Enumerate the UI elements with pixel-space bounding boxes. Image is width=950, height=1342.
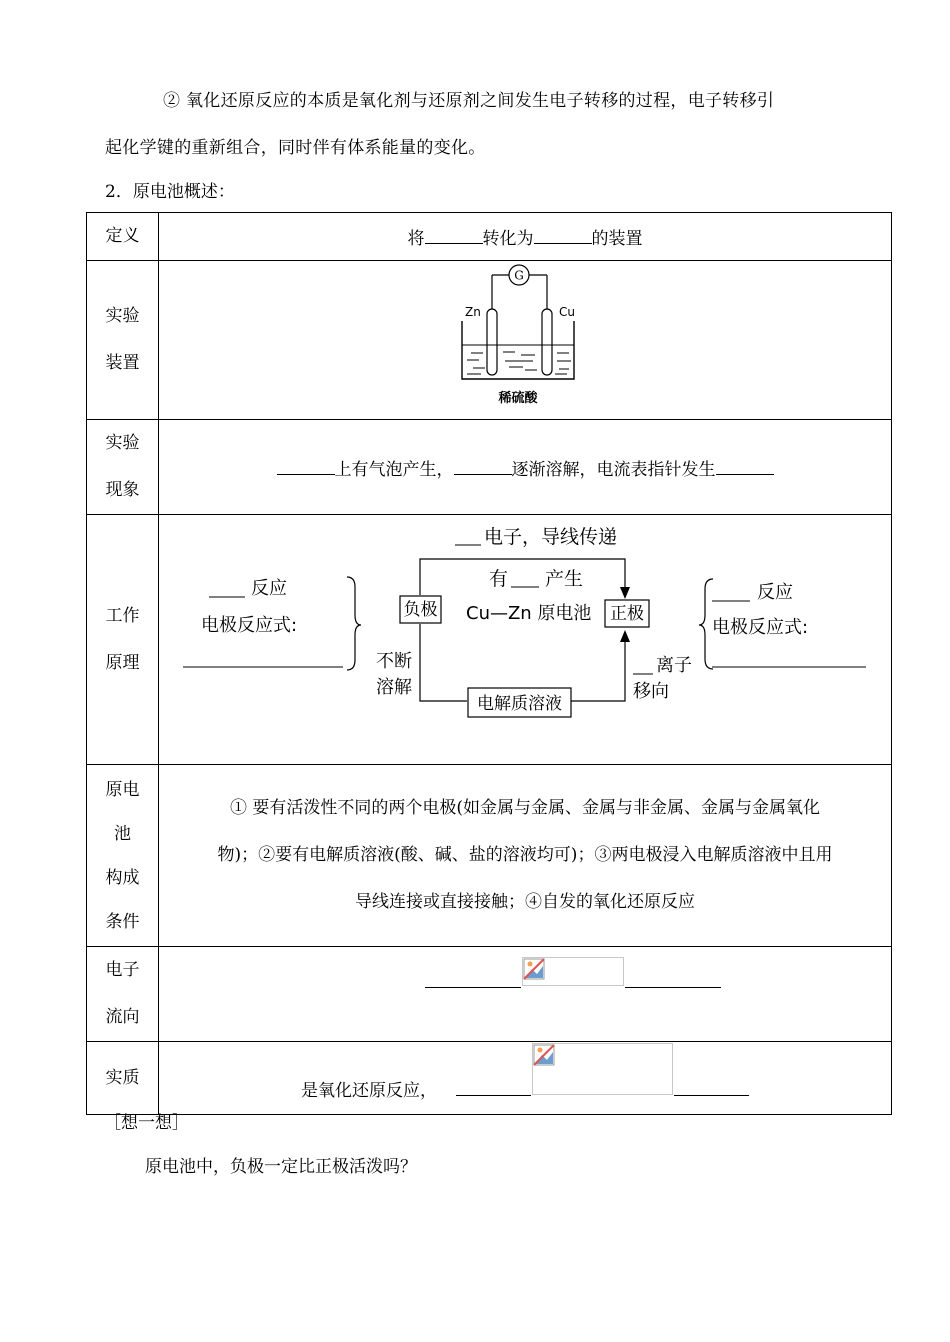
right-brace-icon — [699, 579, 713, 669]
row-apparatus — [87, 261, 892, 420]
think-heading: ［想一想］ — [104, 1113, 189, 1133]
dissolve-label-2: 溶解 — [376, 677, 412, 698]
essence-content — [159, 1042, 892, 1115]
label-electron-flow: 电子 流向 — [87, 947, 159, 1042]
blank — [454, 474, 512, 475]
label-apparatus: 实验 装置 — [87, 261, 159, 420]
ion-label-1: 离子 — [656, 655, 692, 676]
blank — [625, 987, 721, 988]
row-essence — [87, 1042, 892, 1115]
apparatus-content — [159, 261, 892, 420]
phenomenon-content: 上有气泡产生， 逐渐溶解，电流表指针发生 — [159, 420, 892, 515]
row-conditions — [87, 765, 892, 947]
you-label: 有 — [489, 568, 509, 590]
blank — [674, 1095, 749, 1096]
cu-label: Cu — [559, 305, 575, 319]
right-reaction-label: 反应 — [757, 582, 793, 603]
row-phenomenon — [87, 420, 892, 515]
battery-label: Cu—Zn 原电池 — [466, 603, 592, 624]
label-phenomenon: 实验 现象 — [87, 420, 159, 515]
positive-electrode-label: 正极 — [610, 604, 644, 624]
cu-electrode — [542, 309, 552, 375]
apparatus-diagram — [459, 261, 589, 416]
image-placeholder — [532, 1043, 673, 1095]
battery-overview-table — [86, 212, 892, 1115]
blank — [425, 987, 521, 988]
essence-text: 是氧化还原反应， — [301, 1081, 437, 1101]
definition-content: 将 转化为 的装置 — [159, 213, 892, 261]
electrolyte-label: 电解质溶液 — [477, 694, 562, 714]
label-conditions: 原电 池 构成 条件 — [87, 765, 159, 947]
conditions-content: ① 要有活泼性不同的两个电极(如金属与金属、金属与非金属、金属与金属氧化 物)；②要有电解质溶液(酸、碱、盐的溶液均可)；③两电极浸入电解质溶液中且用 导线连接或直接接触；④自发的氧化还原反应 — [159, 765, 892, 947]
solution-label: 稀硫酸 — [498, 391, 538, 406]
label-definition: 定义 — [87, 213, 159, 261]
label-principle: 工作 原理 — [87, 515, 159, 765]
ion-label-2: 移向 — [633, 681, 669, 702]
broken-image-icon — [533, 1044, 555, 1066]
galvanometer-label: G — [514, 268, 524, 283]
blank — [456, 1095, 531, 1096]
row-electron-flow — [87, 947, 892, 1042]
left-formula-label: 电极反应式: — [201, 615, 298, 636]
think-question: 原电池中，负极一定比正极活泼吗？ — [145, 1157, 417, 1177]
negative-electrode-label: 负极 — [403, 600, 438, 620]
arrow-up-icon — [620, 630, 630, 642]
blank — [425, 243, 483, 244]
beaker — [462, 321, 574, 379]
right-formula-label: 电极反应式: — [712, 617, 809, 638]
principle-diagram — [159, 515, 892, 765]
left-reaction-label: 反应 — [251, 578, 287, 599]
blank — [277, 474, 335, 475]
paragraph-2: 起化学键的重新组合，同时伴有体系能量的变化。 — [105, 138, 486, 158]
paragraph-1: ② 氧化还原反应的本质是氧化剂与还原剂之间发生电子转移的过程，电子转移引 — [163, 91, 775, 111]
arrow-down-icon — [620, 587, 630, 599]
electron-flow-content — [159, 947, 892, 1042]
broken-image-icon — [523, 958, 545, 980]
principle-content — [159, 515, 892, 765]
image-placeholder — [522, 957, 624, 986]
blank — [534, 243, 592, 244]
zn-label: Zn — [465, 305, 481, 319]
solution-lines — [467, 352, 571, 374]
row-principle — [87, 515, 892, 765]
section-heading: 2．原电池概述： — [105, 182, 235, 202]
dissolve-label-1: 不断 — [376, 651, 412, 672]
row-definition — [87, 213, 892, 261]
left-brace-icon — [347, 577, 361, 670]
electron-transfer-label: 电子，导线传递 — [484, 526, 618, 548]
zn-electrode — [487, 309, 497, 375]
produce-label: 产生 — [545, 568, 584, 590]
label-essence: 实质 — [87, 1042, 159, 1115]
blank — [716, 474, 774, 475]
